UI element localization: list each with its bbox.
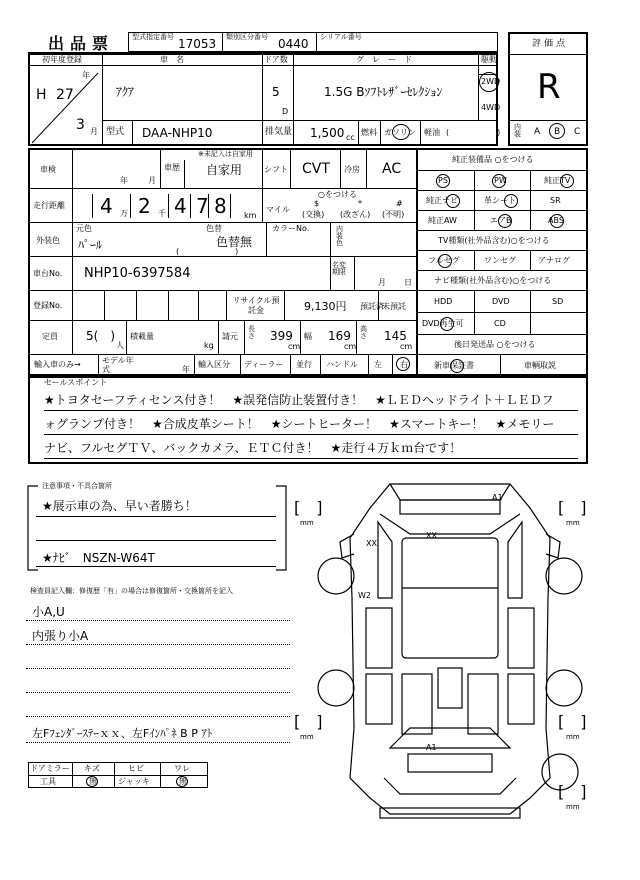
reg-label: 登録No. — [33, 301, 63, 310]
fumei-label: (不明) — [382, 210, 405, 219]
recycle-value: 9,130円 — [304, 300, 347, 313]
equip-leather: 革シート — [484, 196, 516, 205]
eval-label: 評価点 — [532, 39, 569, 49]
navi-sd: SD — [552, 297, 564, 306]
width-label: 幅 — [304, 332, 312, 341]
grade-label: グ レ ー ド — [356, 55, 412, 64]
interior-label: 内装 — [514, 123, 521, 138]
height-label: 高さ — [360, 325, 367, 340]
interior-c: C — [574, 127, 581, 137]
seikyu-label: 請元 — [222, 332, 238, 341]
irogae-value: 色替無 — [216, 235, 253, 249]
mileage-digit-2: 2 — [138, 194, 151, 218]
shaken-label: 車検 — [40, 165, 56, 174]
equip-ps: PS — [438, 176, 448, 185]
displacement-value: 1,500 — [310, 126, 345, 140]
tools-h2: キズ — [84, 764, 100, 773]
diagram-xx-1: XX — [366, 539, 377, 548]
diagram-a1-bottom: A1 — [426, 743, 437, 752]
kata-label: 型式指定番号 — [132, 33, 174, 41]
ruibetsu-value: 0440 — [278, 37, 309, 51]
equip-tv: 純正TV — [544, 176, 571, 185]
year-num: 27 — [56, 87, 74, 103]
meihen-hi: 日 — [404, 278, 412, 287]
equip-airbag: エアB — [490, 216, 512, 225]
import-label: 輸入車のみ→ — [34, 360, 81, 369]
later-warranty: 新車保証書 — [434, 361, 474, 370]
sales-line-3: ナビ、フルセグＴＶ、バックカメラ、ＥＴＣ付き！ ★走行４万ｋｍ台です！ — [44, 441, 462, 455]
equip-abs: ABS — [548, 216, 564, 225]
month-tsuki: 月 — [90, 127, 98, 136]
load-label: 積載量 — [130, 332, 154, 341]
chassis-label: 車台No. — [33, 269, 63, 278]
odo-note: ○をつける — [318, 190, 357, 199]
diagram-a1-top: A1 — [492, 493, 503, 502]
navi-dvdplay: DVD再生可 — [422, 319, 464, 328]
import-cat-label: 輸入区分 — [198, 360, 230, 369]
color-label: 外装色 — [36, 236, 60, 245]
ac-value: AC — [382, 161, 402, 177]
interior-b: B — [554, 127, 561, 137]
length-label: 長さ — [248, 325, 255, 340]
tools-r2: 無 — [89, 777, 97, 786]
fuel-gasoline: ガソリン — [384, 128, 416, 137]
color-paren: ( ) — [176, 247, 239, 256]
meihen-tsuki: 月 — [378, 278, 386, 287]
navi-cd: CD — [494, 319, 506, 328]
shaken-nen: 年 — [120, 176, 128, 185]
equip-tv-circle — [560, 174, 574, 188]
mileage-digit-1: 4 — [100, 194, 113, 218]
navi-dvd: DVD — [492, 297, 510, 306]
mileage-label: 走行距離 — [33, 201, 65, 210]
capacity-nin: 人 — [116, 341, 124, 350]
sales-line-2: ォグランプ付き！ ★合成皮革シート！ ★シートヒーター！ ★スマートキー！ ★メモリー — [44, 417, 555, 431]
equip-pw-circle — [492, 174, 506, 188]
fuel-gasoline-circle — [392, 124, 410, 140]
kata-value: 17053 — [178, 37, 217, 51]
tools-r3: ジャッキ — [118, 777, 150, 786]
tire-bracket-fr: [ ] — [558, 498, 587, 517]
naisou-label: 内装色 — [336, 225, 343, 247]
door-type: D — [282, 107, 289, 116]
drive-2wd: 2WD — [481, 77, 501, 86]
door-value: 5 — [272, 85, 280, 99]
modelyear-label: モデル年式 — [102, 356, 134, 374]
tools-r2-circle — [86, 776, 98, 787]
inspector-label: 検査員記入欄：修復歴「有」の場合は修復箇所・交換箇所を記入 — [30, 587, 233, 595]
navi-hdd: HDD — [434, 297, 453, 306]
drive-label: 駆動 — [481, 55, 497, 64]
fuel-diesel: 軽油 — [424, 128, 440, 137]
later-manual: 車輌取説 — [524, 361, 556, 370]
interior-a: A — [534, 127, 541, 137]
shaken-tsuki: 月 — [148, 176, 156, 185]
handle-label: ハンドル — [326, 360, 358, 369]
tire-mm-rr: mm — [566, 733, 580, 741]
first-reg-label: 初年度登録 — [42, 55, 82, 64]
recycle-mi: 未預託 — [382, 302, 406, 311]
inspector-line-3: 左Fﾌｪﾝﾀﾞｰｽﾃｰｘｘ、左Fｲﾝﾊﾟﾈ B P ｱﾄ — [32, 727, 213, 740]
eval-value: R — [537, 67, 561, 107]
tire-bracket-fl: [ ] — [294, 498, 323, 517]
car-damage-diagram — [300, 478, 600, 878]
tire-mm-fr: mm — [566, 519, 580, 527]
notes-line-1: ★展示車の為、早い者勝ち！ — [42, 499, 197, 513]
year-era: H — [36, 87, 47, 103]
width-value: 169 — [328, 329, 351, 343]
equip-airbag-circle — [498, 214, 512, 228]
handle-right-circle — [396, 357, 410, 371]
page-title: 出品票 — [48, 34, 115, 53]
ruibetsu-label: 類別区分番号 — [226, 33, 268, 41]
tools-r1: 工具 — [40, 777, 56, 786]
model-value: DAA-NHP10 — [142, 126, 213, 140]
kaizan-label: (改ざん) — [340, 210, 371, 219]
capacity-label: 定員 — [42, 332, 58, 341]
tools-r4-circle — [176, 776, 188, 787]
motoiro-value: ﾊﾟｰﾙ — [78, 238, 103, 252]
mile-label: マイル — [266, 205, 290, 214]
meihen-label: 名変期限 — [332, 261, 346, 276]
drive-4wd: 4WD — [481, 103, 501, 112]
modelyear-nen: 年 — [182, 365, 190, 374]
height-value: 145 — [384, 329, 407, 343]
height-cm: cm — [400, 342, 413, 351]
equip-navi-circle — [446, 194, 460, 208]
import-heikou: 並行 — [296, 360, 312, 369]
tire-bracket-rr: [ ] — [558, 712, 587, 731]
later-warranty-circle — [450, 359, 464, 373]
tv-title: TV種類(社外品含む)○をつける — [438, 236, 550, 245]
year-nen: 年 — [82, 71, 90, 80]
tv-oneseg: ワンセグ — [484, 256, 516, 265]
tire-bracket-spare: [ ] — [558, 782, 587, 801]
door-label: ドア数 — [264, 55, 288, 64]
inspector-line-1: 小A,U — [32, 605, 65, 619]
tv-analog: アナログ — [538, 256, 570, 265]
import-dealer: ディーラー — [244, 360, 284, 369]
koukan-label: (交換) — [302, 210, 325, 219]
colorno-label: カラーNo. — [272, 224, 310, 233]
tv-fullseg-circle — [438, 254, 452, 268]
shift-value: CVT — [302, 161, 330, 177]
ac-label: 冷房 — [344, 165, 360, 174]
displacement-cc: cc — [346, 133, 355, 142]
chassis-value: NHP10-6397584 — [84, 266, 191, 281]
month-num: 3 — [76, 117, 85, 133]
usage-label: 車歴 — [164, 163, 180, 172]
equip-leather-circle — [504, 194, 518, 208]
tire-mm-fl: mm — [300, 519, 314, 527]
car-name-label: 車 名 — [160, 55, 184, 64]
equip-abs-circle — [550, 214, 564, 228]
mileage-man: 万 — [120, 209, 128, 218]
inspector-line-2: 内張り小A — [32, 629, 89, 643]
tire-bracket-rl: [ ] — [294, 712, 323, 731]
serial-label: シリアル番号 — [320, 33, 362, 41]
notes-line-2: ★ﾅﾋﾞ NSZN-W64T — [42, 551, 155, 565]
equip-navi: 純正ナビ — [426, 196, 458, 205]
sales-line-1: ★トヨタセーフティセンス付き！ ★誤発信防止装置付き！ ★ＬＥＤヘッドライト＋ＬＥＤフ — [44, 393, 554, 407]
navi-title: ナビ種類(社外品含む)○をつける — [434, 276, 552, 285]
fuel-paren: ( ) — [446, 128, 501, 137]
length-cm: cm — [288, 342, 301, 351]
notes-label: 注意事項・不具合箇所 — [42, 482, 112, 490]
shift-label: シフト — [264, 165, 288, 174]
diagram-xx-2: XX — [426, 531, 437, 540]
koukan-sym: $ — [314, 199, 320, 208]
handle-right: 右 — [400, 360, 408, 369]
car-name-value: ｱｸｱ — [116, 85, 135, 99]
kaizan-sym: * — [358, 199, 362, 208]
fuel-label: 燃料 — [361, 128, 377, 137]
grade-value: 1.5G Bｿﾌﾄﾚｻﾞｰｾﾚｸｼｮﾝ — [324, 85, 443, 99]
load-kg: kg — [204, 341, 214, 350]
mileage-digit-5: 8 — [214, 194, 227, 218]
diagram-w2: W2 — [358, 591, 371, 600]
recycle-label: リサイクル預託金 — [232, 296, 280, 315]
fumei-sym: # — [396, 199, 403, 208]
model-label: 型式 — [106, 127, 125, 137]
motoiro-label: 元色 — [76, 224, 92, 233]
length-value: 399 — [270, 329, 293, 343]
displacement-label: 排気量 — [265, 127, 293, 137]
usage-value: 自家用 — [206, 163, 243, 177]
usage-note: ※未記入は自家用 — [198, 150, 253, 158]
capacity-value: 5( ) — [86, 329, 115, 343]
tools-h4: ワレ — [174, 764, 190, 773]
tools-h1: ドアミラー — [30, 764, 70, 773]
equip-pw: PW — [494, 176, 507, 185]
navi-dvdplay-circle — [440, 317, 454, 331]
equip-ps-circle — [436, 174, 450, 188]
irogae-label: 色替 — [206, 224, 222, 233]
later-title: 後日発送品 ○をつける — [454, 340, 536, 349]
sales-label: セールスポイント — [44, 378, 108, 387]
mileage-km: km — [244, 211, 257, 220]
mileage-sen: 千 — [158, 209, 166, 218]
recycle-azukari: 預託済 — [360, 302, 384, 311]
interior-b-circle — [549, 123, 565, 139]
mileage-digit-3: 4 — [174, 194, 187, 218]
tools-h3: ヒビ — [128, 764, 144, 773]
equip-title: 純正装備品 ○をつける — [452, 155, 534, 164]
tv-fullseg: フルセグ — [428, 256, 460, 265]
width-cm: cm — [344, 342, 357, 351]
handle-left: 左 — [374, 360, 382, 369]
drive-2wd-circle — [479, 72, 499, 92]
equip-sr: SR — [550, 196, 561, 205]
tools-r4: 無 — [179, 777, 187, 786]
tire-mm-spare: mm — [566, 803, 580, 811]
mileage-digit-4: 7 — [196, 194, 209, 218]
equip-aw: 純正AW — [428, 216, 457, 225]
tire-mm-rl: mm — [300, 733, 314, 741]
